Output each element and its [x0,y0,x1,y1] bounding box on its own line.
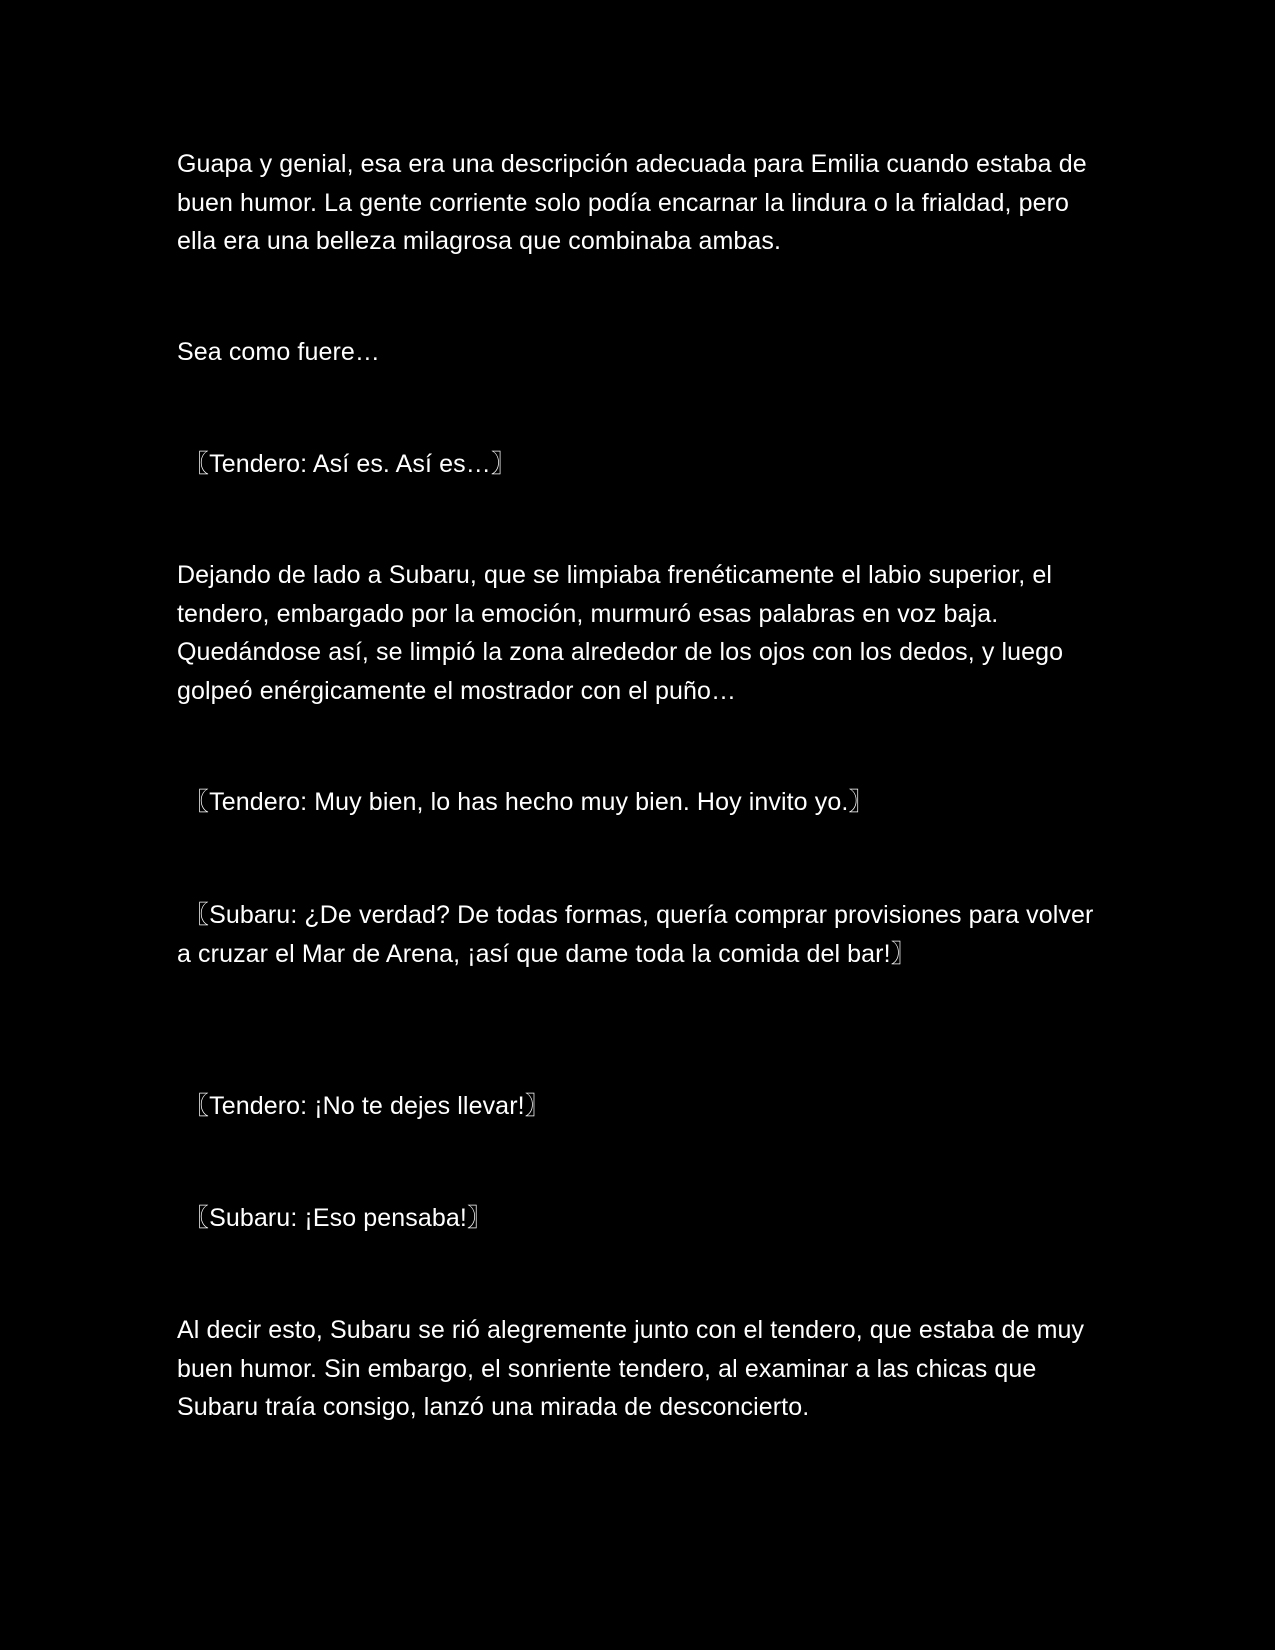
dialogue-tendero-no-te-dejes: 〖Tendero: ¡No te dejes llevar!〗 [184,1092,550,1120]
paragraph-al-decir-esto: Al decir esto, Subaru se rió alegremente junto con el tendero, que estaba de muy buen humor. Sin embargo, el sonriente tendero, al examinar a las chicas que Subaru traía consigo, lanzó una mirada de desconcierto. [177,1316,1085,1421]
paragraph-dejando-de-lado: Dejando de lado a Subaru, que se limpiaba frenéticamente el labio superior, el tendero, embargado por la emoción, murmuró esas palabras en voz baja. Quedándose así, se limpió la zona alrededor de los ojos con los dedos, y luego golpeó enérgicamente el mostrador con el puño… [177,561,1064,705]
dialogue-subaru-provisiones: 〖Subaru: ¿De verdad? De todas formas, quería comprar provisiones para volver a cruzar el Mar de Arena, ¡así que dame toda la comida del bar!〗 [177,901,1094,968]
paragraph-sea-como-fuere: Sea como fuere… [177,338,380,366]
paragraph-emilia-description: Guapa y genial, esa era una descripción adecuada para Emilia cuando estaba de buen humor. La gente corriente solo podía encarnar la lindura o la frialdad, pero ella era una belleza milagrosa que combinaba ambas. [177,150,1087,255]
dialogue-tendero-asi-es: 〖Tendero: Así es. Así es…〗 [184,450,516,478]
dialogue-tendero-hoy-invito: 〖Tendero: Muy bien, lo has hecho muy bien. Hoy invito yo.〗 [184,788,874,816]
dialogue-subaru-eso-pensaba: 〖Subaru: ¡Eso pensaba!〗 [184,1204,493,1232]
